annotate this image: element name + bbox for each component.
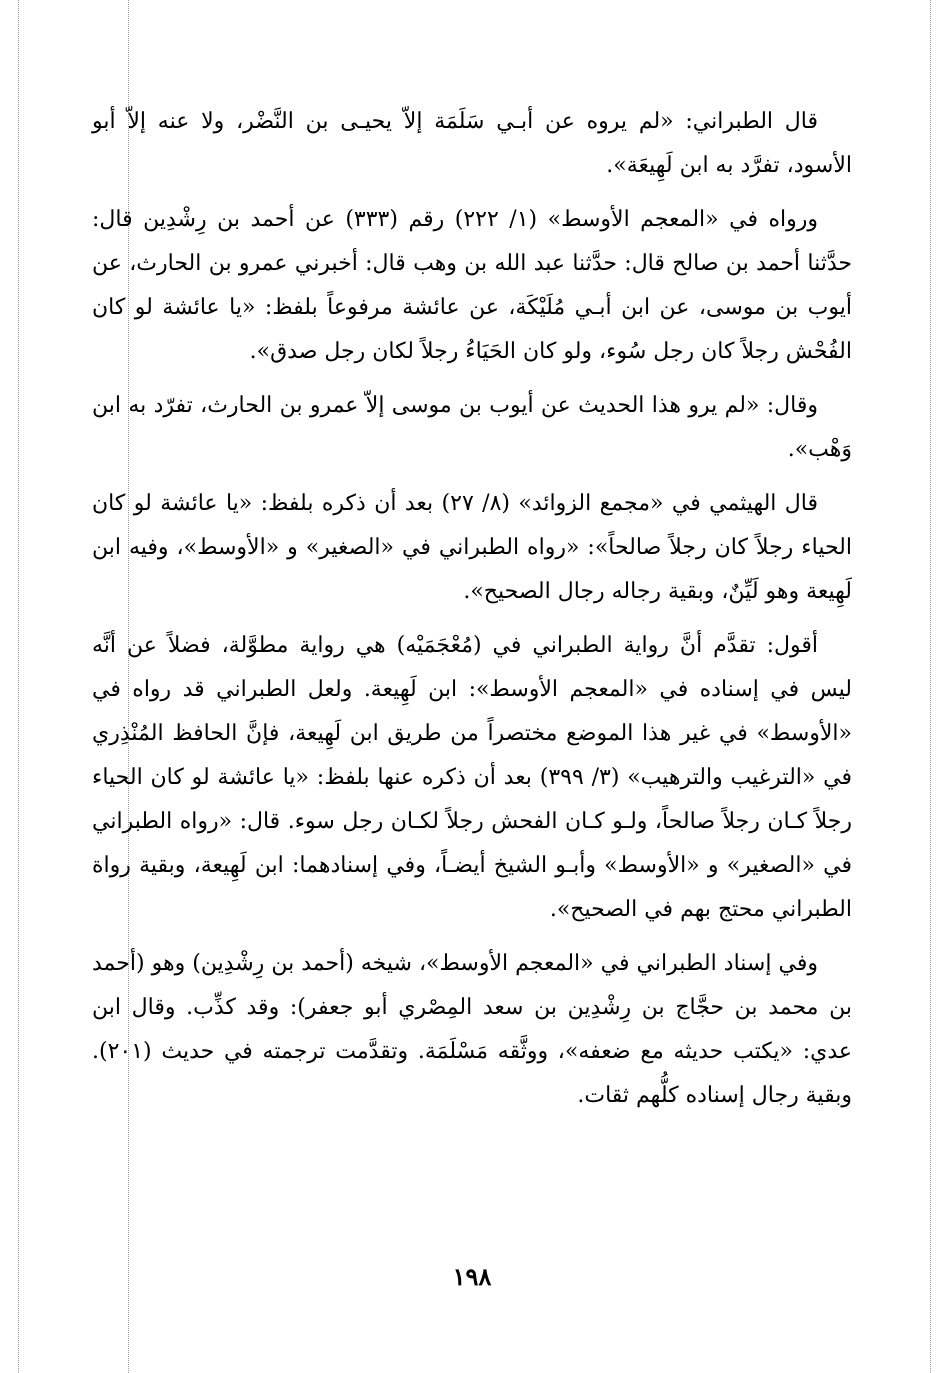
paragraph-tabarani-quote: قال الطبراني: «لم يروه عن أبـي سَلَمَة إلاّ يحيـى بن النَّضْر، ولا عنه إلاّ أبو الأسود، تفرَّد به ابن لَهِيعَة». (92, 109, 852, 178)
margin-guide-right (930, 0, 931, 1373)
page-number: ١٩٨ (452, 1262, 492, 1291)
paragraph-author-note: أقول: تقدَّم أنَّ رواية الطبراني في (مُعْجَمَيْه) هي رواية مطوَّلة، فضلاً عن أنَّه ليس في إسناده في «المعجم الأوسط»: ابن لَهِيعة. ولعل الطبراني قد رواه في «الأوسط» في غير هذا الموضع مختصراً من طريق ابن لَهِيعة، فإنَّ الحافظ المُنْذِري في «الترغيب والترهيب» (٣/ ٣٩٩) بعد أن ذكره عنها بلفظ: «يا عائشة لو كان الحياء رجلاً كـان رجلاً صالحاً، ولـو كـان الفحش رجلاً لكـان رجل سوء. قال: «رواه الطبراني في «الصغير» و «الأوسط» وأبـو الشيخ أيضـاً، وفي إسنادهما: ابن لَهِيعة، وبقية رواة الطبراني محتج بهم في الصحيح». (92, 633, 852, 922)
margin-guide-left (18, 0, 19, 1373)
paragraph-haythami: قال الهيثمي في «مجمع الزوائد» (٨/ ٢٧) بعد أن ذكره بلفظ: «يا عائشة لو كان الحياء رجلاً كان رجلاً صالحاً»: «رواه الطبراني في «الصغير» و «الأوسط»، وفيه ابن لَهِيعة وهو لَيِّنٌ، وبقية رجاله رجال الصحيح». (92, 491, 852, 604)
page-body (92, 100, 852, 1128)
paragraph-tabarani-comment: وقال: «لم يرو هذا الحديث عن أيوب بن موسى إلاّ عمرو بن الحارث، تفرّد به ابن وَهْب». (92, 393, 852, 462)
paragraph-mujam-awsat: ورواه في «المعجم الأوسط» (١/ ٢٢٢) رقم (٣٣٣) عن أحمد بن رِشْدِين قال: حدَّثنا أحمد بن صالح قال: حدَّثنا عبد الله بن وهب قال: أخبرني عمرو بن الحارث، عن أيوب بن موسى، عن ابن أبـي مُلَيْكَة، عن عائشة مرفوعاً بلفظ: «يا عائشة لو كان الفُحْش رجلاً كان رجل سُوء، ولو كان الحَيَاءُ رجلاً لكان رجل صدق». (92, 207, 852, 364)
paragraph-isnad-note: وفي إسناد الطبراني في «المعجم الأوسط»، شيخه (أحمد بن رِشْدِين) وهو (أحمد بن محمد بن حجَّاج بن رِشْدِين بن سعد المِصْري أبو جعفر): وقد كذِّب. وقال ابن عدي: «يكتب حديثه مع ضعفه»، ووثَّقه مَسْلَمَة. وتقدَّمت ترجمته في حديث (٢٠١). وبقية رجال إسناده كلُّهم ثقات. (92, 951, 852, 1108)
